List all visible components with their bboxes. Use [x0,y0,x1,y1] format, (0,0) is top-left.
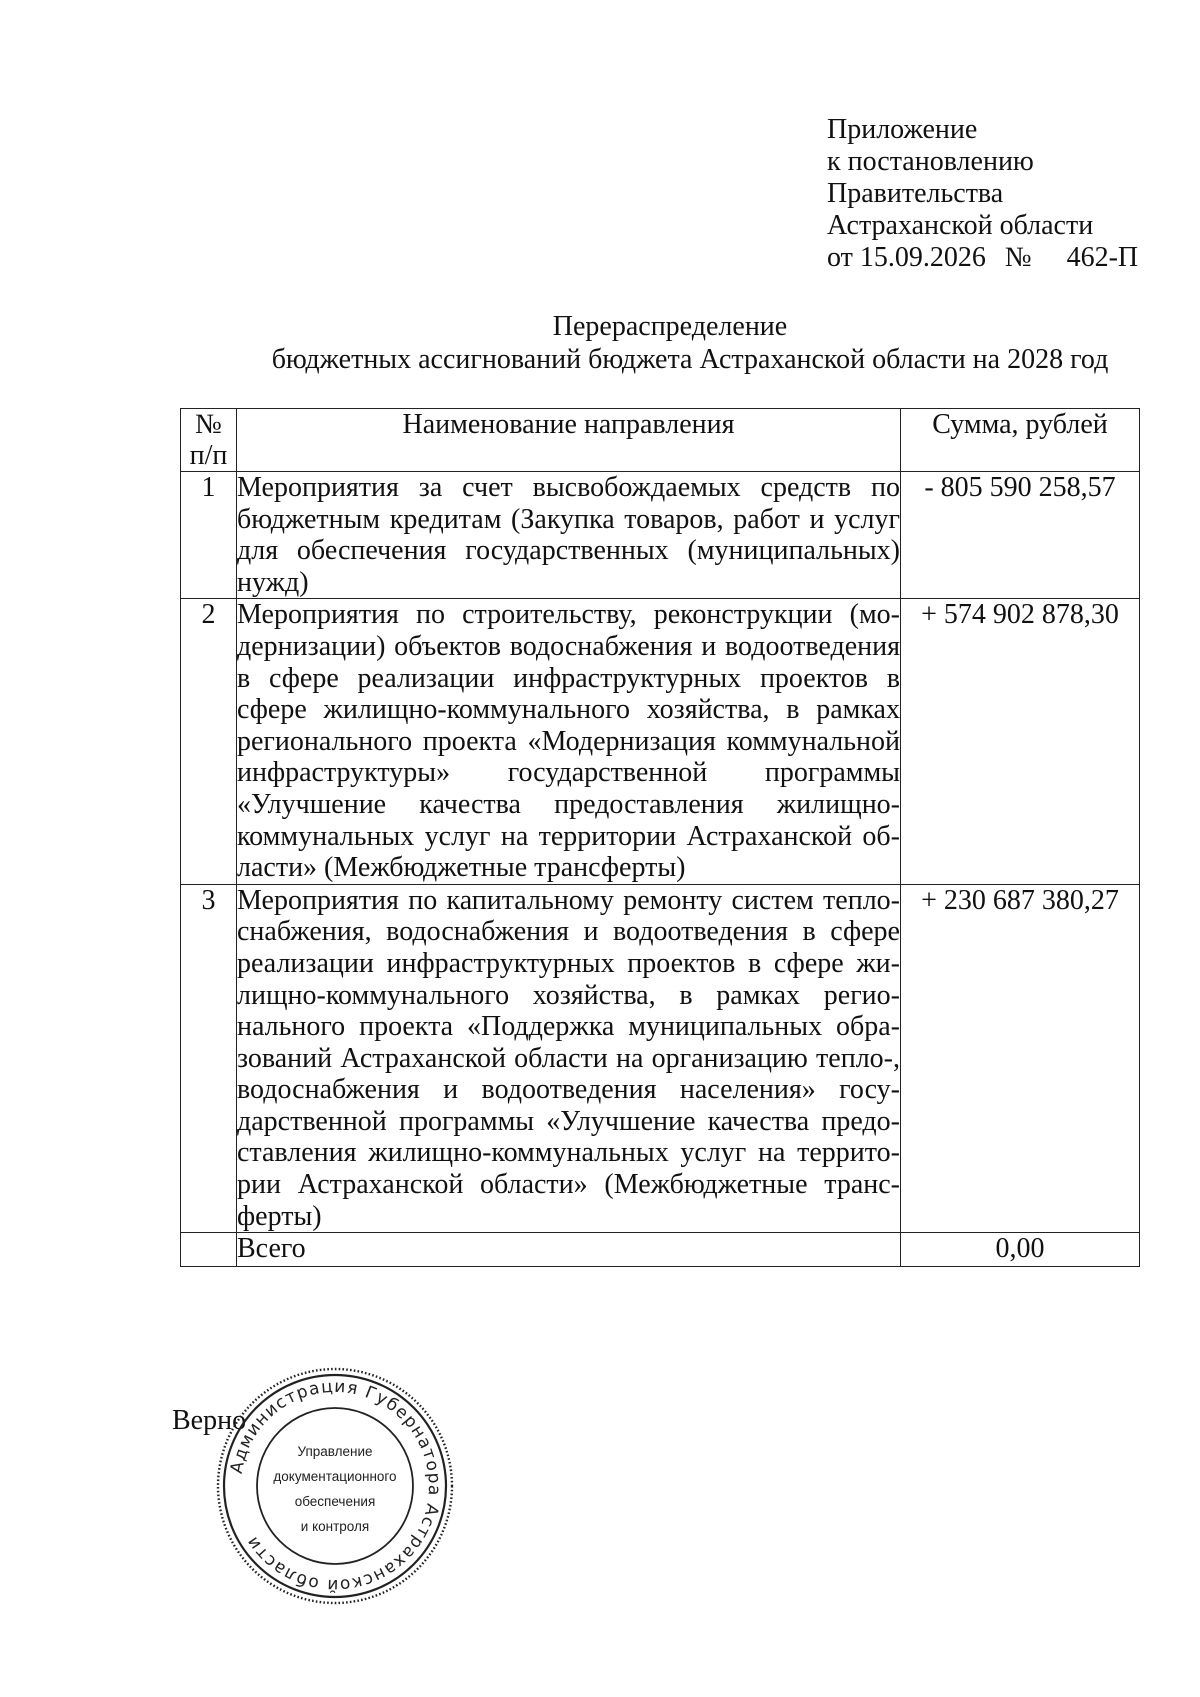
table-total-row [181,1233,1140,1267]
approval-line-government: Правительства [827,178,1004,209]
stamp-inner-ring [257,1408,413,1564]
total-label: Всего [237,1233,901,1267]
verification-label: Верно [172,1405,247,1436]
stamp-center-line: документационного [273,1469,397,1484]
approval-date-prefix: от [827,242,853,273]
document-subtitle: бюджетных ассигнований бюджета Астраханской области на 2028 год [271,344,1109,375]
row-sum: + 230 687 380,27 [901,884,1140,1233]
approval-line-resolution: к постановлению [827,146,1034,177]
table-header-row [181,409,1140,472]
row-name: Мероприятия по капитальному ремонту систем теплоснабжения, водоснабжения и водоотведения в сфере реализации инфраструктурных проектов в сфере жилищно-коммунального хозяйства, в рамках регионального проекта «Поддержка муниципальных образований Астраханской области на организацию тепло-, водоснабжения и водоотведения населения» государственной программы «Улучшение качества предоставления жилищно-коммунальных услуг на территории Астраханской области» (Межбюджетные трансферты) [237,884,900,1232]
stamp-center-line: Управление [297,1444,373,1459]
table-row [181,884,1140,1233]
approval-date: 15.09.2026 [859,242,986,273]
approval-date-line [827,242,1167,274]
row-number: 2 [181,599,237,884]
row-name: Мероприятия по строительству, реконструкции (модернизации) объектов водоснабжения и водоотведения в сфере реализации инфраструктурных проектов в сфере жилищно-коммунального хозяйства, в рамках регионального проекта «Модернизация коммунальной инфраструктуры» государственной программы «Улучшение качества предоставления жилищно-коммунальных услуг на территории Астраханской области» (Межбюджетные трансферты) [237,599,900,884]
stamp-center-line: обеспечения [294,1494,376,1509]
total-number-empty [181,1233,237,1267]
stamp-outer-ring [218,1369,452,1603]
approval-line-region: Астраханской области [827,210,1094,241]
table-row [181,599,1140,884]
table-row [181,472,1140,599]
header-sum: Сумма, рублей [901,409,1140,472]
stamp-center-line: и контроля [300,1519,370,1534]
row-name: Мероприятия за счет высвобождаемых средств по бюджетным кредитам (Закупка товаров, работ и услуг для обеспечения государственных (муниципальных) нужд) [237,472,900,598]
official-stamp [215,1366,455,1606]
approval-number: 462-П [1066,242,1139,273]
header-name: Наименование направления [237,409,901,472]
approval-number-sign: № [1004,242,1032,273]
total-sum: 0,00 [901,1233,1140,1267]
approval-block [827,114,1167,274]
header-number-sign: № [195,409,222,440]
header-number-abbr: п/п [189,440,228,471]
header-number-cell [181,409,237,472]
budget-table [180,408,1140,1267]
row-sum: - 805 590 258,57 [901,472,1140,599]
approval-line-appendix: Приложение [827,114,978,145]
row-sum: + 574 902 878,30 [901,599,1140,884]
document-title: Перераспределение [552,311,788,342]
row-number: 1 [181,472,237,599]
stamp-ring-text: Администрация Губернатора Астраханской области [226,1376,445,1596]
row-number: 3 [181,884,237,1233]
